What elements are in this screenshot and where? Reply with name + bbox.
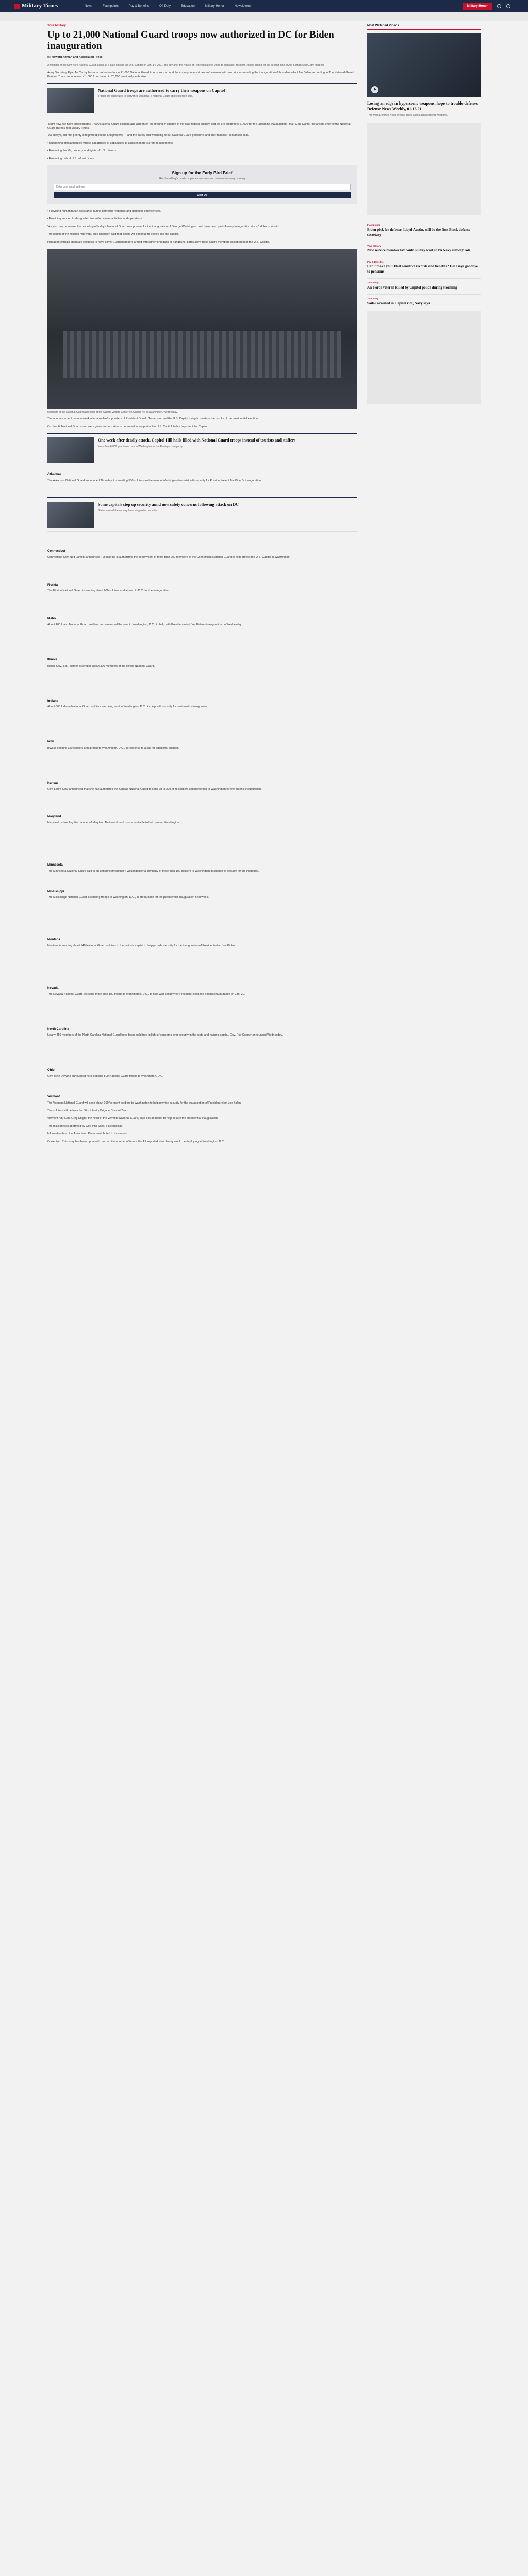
nav-link-flashpoints[interactable]: Flashpoints [103,4,119,8]
section-heading: Kansas [47,781,59,785]
nav-link-news[interactable]: News [85,4,93,8]
top-ad-banner [0,12,528,21]
section-heading: Ohio [47,1069,55,1072]
sidebar-story[interactable] [367,242,481,253]
byline-prefix: By [47,56,51,59]
nav-link-off-duty[interactable]: Off Duty [159,4,171,8]
sidebar-ad [367,123,481,215]
paragraph: • Protecting critical U.S. infrastructure. [47,157,95,161]
story-kicker: Your Military [367,244,381,247]
paragraph: Maryland is doubling the number of Maryland National Guard troops available to help protect Washington. [47,821,180,825]
section-heading: Illinois [47,658,58,662]
paragraph: The Mississippi National Guard is sending troops to Washington, D.C., in preparation for the presidential inauguration next week. [47,896,209,900]
related-summary: Troops are authorized to carry their weapons, a National Guard spokesperson said. [98,95,193,98]
article-photo [47,249,357,409]
sidebar-story[interactable] [367,294,481,306]
signup-subtitle: Get the military's most comprehensive news and information every morning [159,177,245,180]
site-logo[interactable] [0,2,77,10]
related-summary: More than 6,000 guardsmen are in Washington as the Pentagon ramps up. [98,445,184,448]
section-heading: Iowa [47,740,55,744]
story-title[interactable]: Sailor arrested in Capitol riot, Navy says [367,301,430,306]
related-story[interactable] [47,433,357,467]
paragraph: Information from the Associated Press contributed to this report. [47,1132,128,1136]
story-kicker: Pay & Benefits [367,260,384,263]
related-title[interactable]: One week after deadly attack, Capitol Hill halls filled with National Guard troops instead of tourists and staffers [98,438,296,443]
paragraph: • Providing humanitarian assistance during domestic response and domestic emergencies. [47,210,161,213]
section-heading: Nevada [47,987,59,990]
article [47,24,357,1148]
military-honor-button[interactable]: Military Honor [463,3,492,10]
section-heading: Minnesota [47,863,63,867]
nav-link-newsletters[interactable]: Newsletters [234,4,251,8]
paragraph: The Florida National Guard is sending about 600 soldiers and airmen to D.C. for the inauguration. [47,589,170,593]
paragraph: The announcement came a week after a mob of supporters of President Donald Trump stormed the U.S. Capitol trying to overturn the results of the presidential election. [47,417,259,421]
paragraph: • Supporting and authorities whose capabilities or capabilities to assist in more current requirements. [47,142,174,145]
logo-text: Military Times [22,3,58,9]
paragraph: About 400 Idaho National Guard soldiers and airmen will be sent to Washington, D.C., to help with President-elect Joe Biden's inauguration on Wednesday. [47,623,242,626]
nav-link-military-honor[interactable]: Military Honor [205,4,224,8]
paragraph: “Right now, we have approximately 7,000 National Guard soldiers and airmen on the ground in support of the lead federal agency, and we are building to 21,000 for the upcoming inauguration,” Maj. Gen. Daniel Hokanson, chief of the National Guard Bureau told Military Times. [47,122,351,130]
paragraph: The Vermont National Guard will send about 100 Vermont soldiers to Washington to help provide security for the inauguration of President-elect Joe Biden. [47,1101,242,1105]
article-kicker[interactable]: Your Military [47,24,66,27]
section-heading: Montana [47,938,60,942]
story-title[interactable]: Air Force veteran killed by Capitol police during storming [367,285,457,290]
section-heading: Mississippi [47,890,64,893]
section-heading: North Carolina [47,1027,69,1031]
story-kicker: Flashpoints [367,224,381,227]
section-heading: Idaho [47,617,56,621]
nav-link-education[interactable]: Education [180,4,195,8]
signup-title: Sign up for the Early Bird Brief [172,171,233,176]
photo-caption: Members of the National Guard assemble at the Capitol Visitors Center on Capitol Hill in Washington, Wednesday. [47,411,178,414]
sidebar-story[interactable] [367,258,481,275]
video-headline[interactable]: Losing an edge in hypersonic weapons, hope to trouble defense: Defense News Weekly, 01.16.21 [367,100,479,112]
paragraph: Correction: This story has been updated to correct the number of troops the AP reported New Jersey would be deploying to Washington, D.C. [47,1140,225,1143]
paragraph: Montana is sending about 140 National Guard soldiers to the nation's capital to help provide security for the inauguration of President-elect Joe Biden. [47,944,236,948]
paragraph: • Protecting the life, property and rights of U.S. citizens. [47,149,117,153]
sidebar [367,24,481,409]
sidebar-title: Most Watched Videos [367,24,481,30]
related-title[interactable]: National Guard troops are authorized to carry their weapons on Capitol [98,88,225,93]
lead-caption: A member of the New York National Guard stands at a gate outside the U.S. Capitol on Jan. 14, 2021, the day after the House of Representatives voted to impeach President Donald Trump for the second time. (Chip Somodevilla/Getty Images) [47,64,324,67]
search-icon[interactable] [497,4,501,8]
sidebar-ad [367,311,481,404]
paragraph: “As always, our first priority is to protect people and property — and the safety and wellbeing of our National Guard personnel and their families,” Hokanson said. [47,134,249,138]
paragraph: The Nevada National Guard will send more than 100 troops to Washington, D.C., to help with security for President-elect Joe Biden's inauguration on Jan. 20. [47,992,245,996]
story-title[interactable]: Can't make your DoD sensitive records and benefits? DoD says goodbye to pensions [367,264,478,274]
paragraph: The mission was approved by Gov. Phil Scott, a Republican. [47,1124,123,1128]
related-story[interactable] [47,497,357,532]
paragraph: About 600 Indiana National Guard soldiers are being sent to Washington, D.C., to help with security for next week's inauguration. [47,705,209,709]
story-kicker: Your Army [367,281,379,284]
paragraph: Gov. Laura Kelly announced that she has authorized the Kansas National Guard to send up to 200 of its soldiers and personnel to Washington for the Biden's inauguration. [47,787,262,791]
paragraph: “As you may be aware, the backdrop of today's National Guard was present for the inauguration of George Washington, and have been part of every inauguration since,” Hokanson said. [47,225,279,229]
story-title[interactable]: Biden pick for defense, Lloyd Austin, will be the first Black defense secretary [367,227,470,237]
paragraph: The Arkansas National Guard announced Thursday it is sending 500 soldiers and airmen to Washington to assist with security for President-elect Joe Biden's inauguration. [47,479,262,482]
nav-right [463,3,528,10]
sidebar-story[interactable] [367,221,481,238]
related-thumbnail[interactable] [47,437,94,463]
story-title[interactable]: New service member tax could survey wait of VA Navy subway role [367,248,471,253]
section-heading: Connecticut [47,549,65,553]
related-thumbnail[interactable] [47,88,94,113]
section-heading: Maryland [47,815,61,819]
paragraph: The Minnesota National Guard said in an announcement that it would deploy a company of more than 100 soldiers to Washington in support of security for the inaugural. [47,869,259,873]
paragraph: Nearly 450 members of the North Carolina National Guard have been mobilized in light of concerns over security in the state and nation's capital, Gov. Roy Cooper announced Wednesday. [47,1033,283,1037]
byline-authors[interactable]: Howard Altman and Associated Press [51,56,103,59]
paragraph: Illinois Gov. J.B. Pritzker is sending about 300 members of the Illinois National Guard. [47,664,155,668]
video-description: This week Defense News Weekly takes a look at hypersonic weapons. [367,113,448,117]
paragraph: • Providing support to designated law enforcement activities and operations. [47,217,143,221]
sidebar-story[interactable] [367,278,481,290]
menu-icon[interactable] [506,4,510,8]
related-thumbnail[interactable] [47,502,94,528]
paragraph: The length of the mission may vary, but Hokanson said that troops will continue to deploy into the capitol. [47,233,179,236]
email-field[interactable] [54,184,351,190]
paragraph: Pentagon officials approved requests to have some Guard members armed with either long guns or handguns, particularly those Guard members assigned near the U.S. Capitol. [47,241,270,244]
section-heading: Vermont [47,1095,60,1099]
paragraph: On Jan. 6, National Guardsmen were given authorization to be armed in support of the U.S. Capitol Police to protect the Capitol. [47,425,208,429]
nav-link-pay-benefits[interactable]: Pay & Benefits [128,4,150,8]
nav-links [77,4,251,9]
story-kicker: Your Navy [367,297,378,300]
paragraph: Iowa is sending 350 soldiers and airmen to Washington, D.C., in response to a call for additional support. [47,746,179,750]
paragraph: Vermont Adj. Gen. Greg Knight, the head of the Vermont National Guard, says it is an honor to help secure the presidential inauguration. [47,1116,219,1120]
related-summary: States around the country have stepped up security. [98,509,158,513]
paragraph: Gov. Mike DeWine announced he is sending 500 National Guard troops to Washington, D.C. [47,1075,163,1078]
paragraph: Army Secretary Ryan McCarthy has now authorized up to 21,000 National Guard troops from around the country to assist law enforcement with security surrounding the inauguration of President-elect Joe Biden, according to The National Guard Bureau. That's an increase of 1,000 from the up to 20,000 previously authorized. [47,71,354,78]
article-title: Up to 21,000 National Guard troops now authorized in DC for Biden inauguration [47,29,334,52]
section-heading: Indiana [47,699,59,703]
section-heading: Arkansas [47,473,62,477]
paragraph: Connecticut Gov. Ned Lamont announced Tuesday he is authorizing the deployment of more than 200 members of the Connecticut National Guard to help protect the U.S. Capitol in Washington. [47,555,291,559]
related-story[interactable] [47,83,357,117]
byline [47,56,357,60]
newsletter-signup [47,165,357,204]
section-heading: Florida [47,583,58,587]
related-title[interactable]: Some capitals step up security amid new safety concerns following attack on DC [98,502,239,507]
logo-mark-icon [14,4,20,9]
paragraph: The soldiers will be from the 86th Infantry Brigade Combat Team. [47,1109,129,1112]
signup-button[interactable]: Sign Up [54,192,351,198]
top-navigation [0,0,528,12]
play-icon[interactable] [371,86,378,93]
video-player[interactable] [367,33,481,97]
